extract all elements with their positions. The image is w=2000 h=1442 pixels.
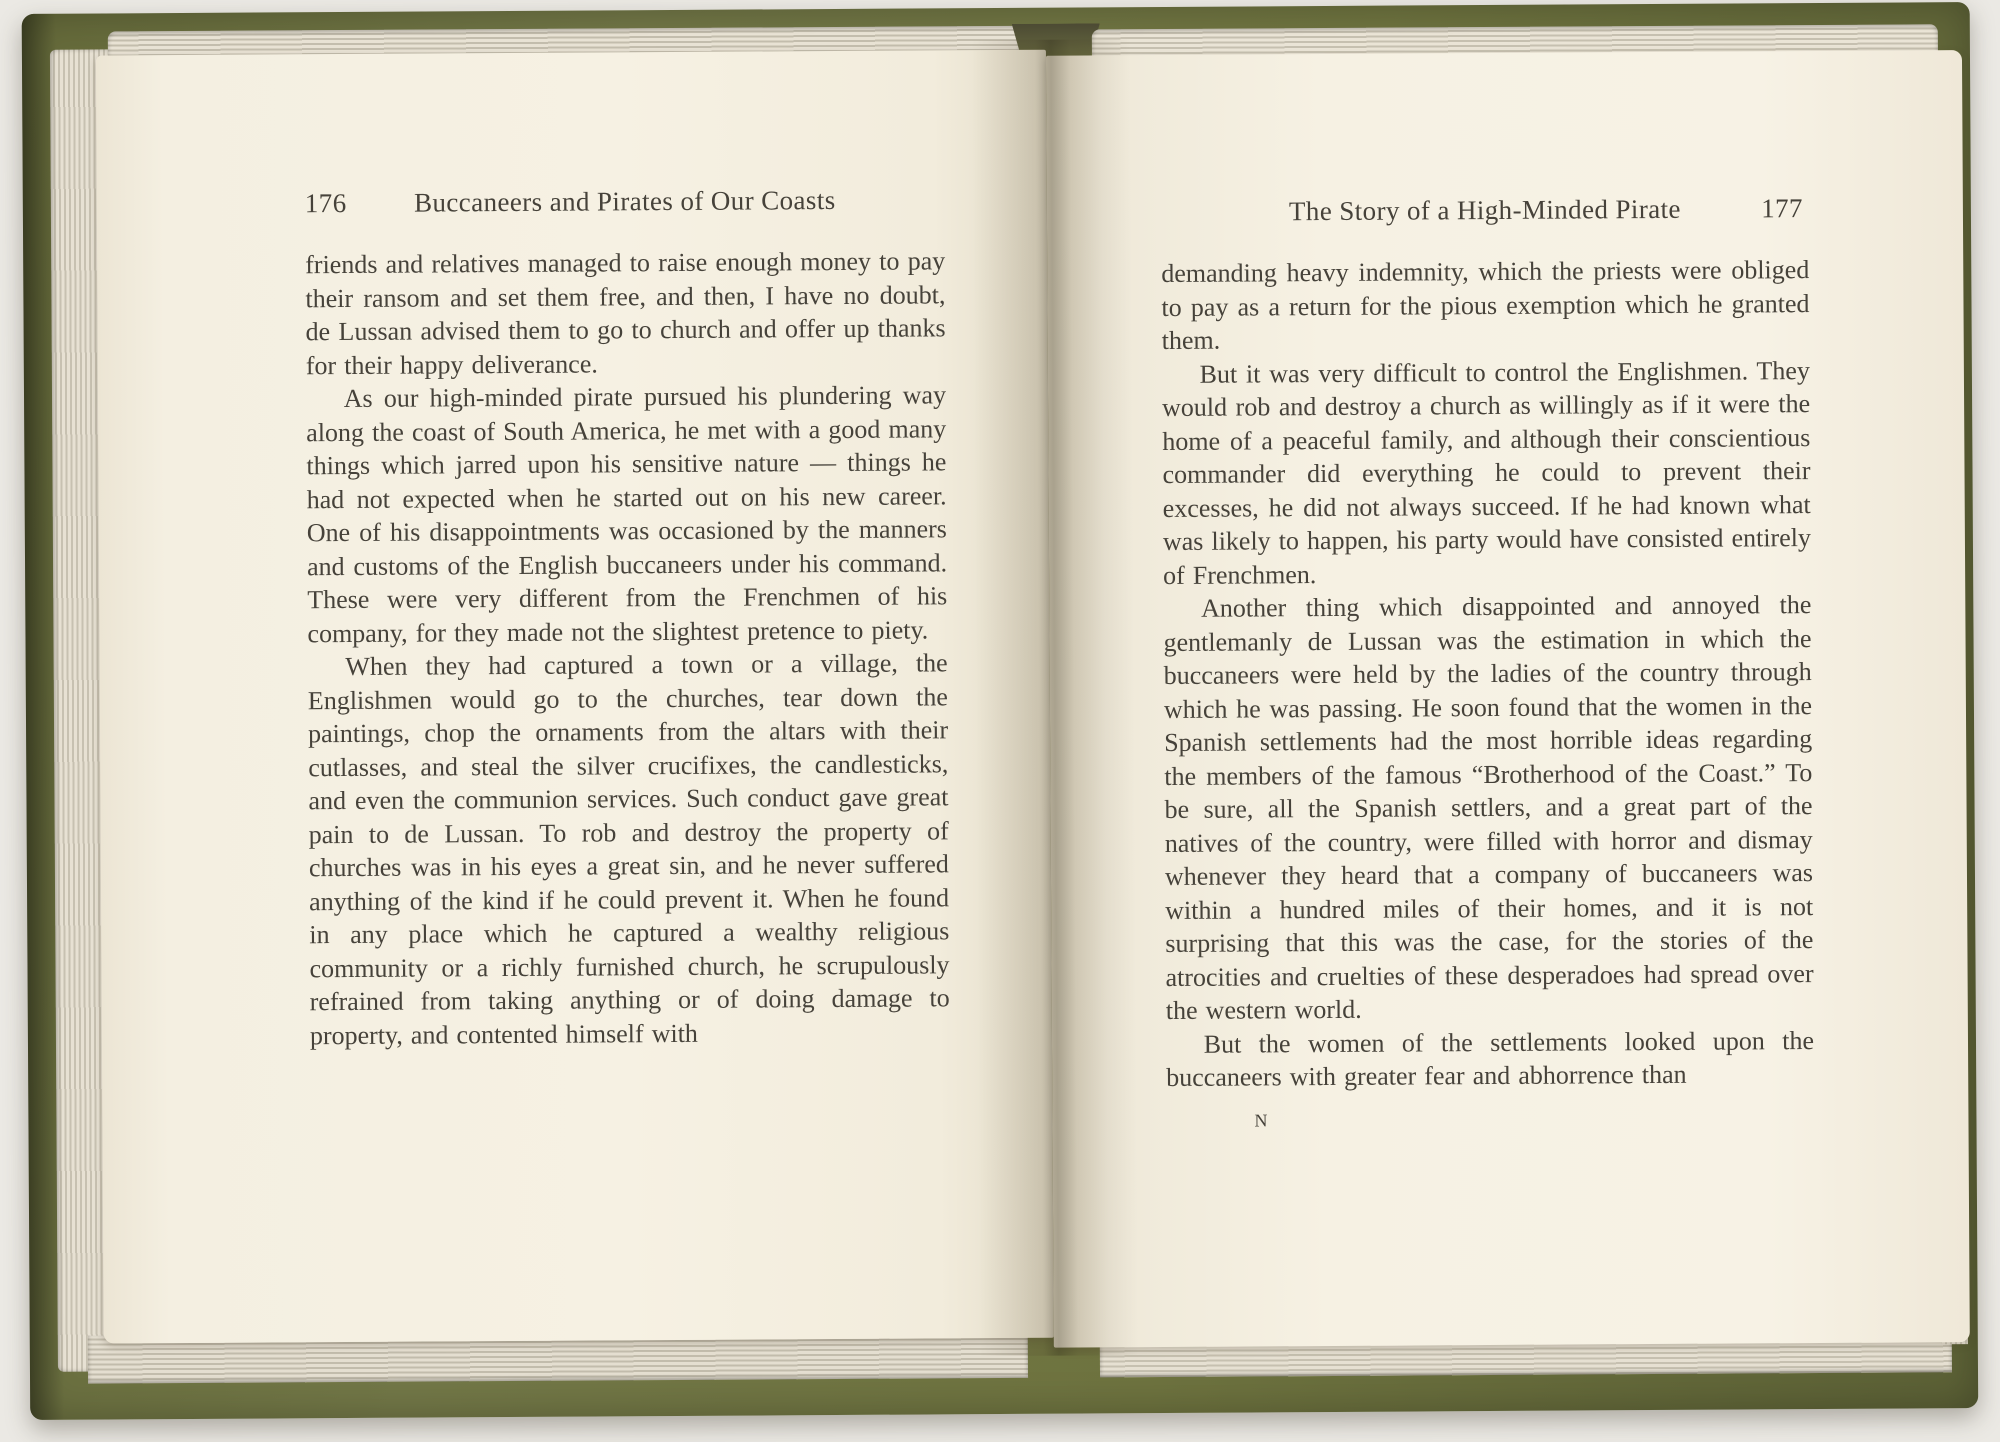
page-number-left: 176: [304, 187, 347, 219]
paragraph: As our high-minded pirate pursued his plundering way along the coast of South America, he met with a good many things which jarred upon his sensitive nature — things he had not expected when he started out on his new career. One of his disappointments was occasioned by the manners and customs of the English buccaneers under his command. These were very different from the Frenchmen of his company, for they made not the slightest pretence to piety.: [306, 380, 948, 648]
page-left: [96, 50, 1054, 1344]
running-head-right: [1161, 191, 1809, 229]
signature-mark: N: [1254, 1109, 1269, 1130]
paragraph: Another thing which disappointed and annoyed the gentlemanly de Lussan was the estimation in which the buccaneers were held by the ladies of the country through which he was passing. He soon found that the women in the Spanish settlements had the most horrible ideas regarding the members of the famous “Brotherhood of the Coast.” To be sure, all the Spanish settlers, and a great part of the natives of the country, were filled with horror and dismay whenever they heard that a company of buccaneers was within a hundred miles of their homes, and it is not surprising that this was the case, for the stories of the atrocities and cruelties of these desperadoes had spread over the western world.: [1163, 590, 1814, 1025]
running-title-right: The Story of a High-Minded Pirate: [1288, 193, 1681, 227]
body-text-left: [305, 244, 950, 1052]
paragraph: But the women of the settlements looked upon the buccaneers with greater fear and abhorrence than: [1166, 1025, 1815, 1092]
running-title-left: Buccaneers and Pirates of Our Coasts: [413, 184, 836, 218]
paragraph: friends and relatives managed to raise enough money to pay their ransom and set them free, and then, I have no doubt, de Lussan advised them to go to church and offer up thanks for their happy deliverance.: [305, 246, 946, 380]
page-right-content: [1161, 191, 1815, 1131]
paragraph: But it was very difficult to control the Englishmen. They would rob and destroy a church as willingly as if it were the home of a peaceful family, and although their conscientious commander did everything he could to prevent their excesses, he did not always succeed. If he had known what was likely to happen, his party would have consisted entirely of Frenchmen.: [1162, 355, 1812, 590]
page-number-right: 177: [1761, 193, 1803, 224]
body-text-right: [1161, 253, 1814, 1094]
page-left-content: [305, 182, 950, 1052]
paragraph: demanding heavy indemnity, which the priests were obliged to pay as a return for the pious exemption which he granted them.: [1161, 255, 1810, 356]
running-head-left: [305, 182, 945, 220]
page-right: [1046, 50, 1970, 1348]
paragraph: When they had captured a town or a village, the Englishmen would go to the churches, tear down the paintings, chop the ornaments from the altars with their cutlasses, and steal the silver crucifixes, the candlesticks, and even the communion services. Such conduct gave great pain to de Lussan. To rob and destroy the property of churches was in his eyes a great sin, and he never suffered anything of the kind if he could prevent it. When he found in any place which he captured a wealthy religious community or a richly furnished church, he scrupulously refrained from taking anything or of doing damage to property, and contented himself with: [307, 648, 950, 1050]
